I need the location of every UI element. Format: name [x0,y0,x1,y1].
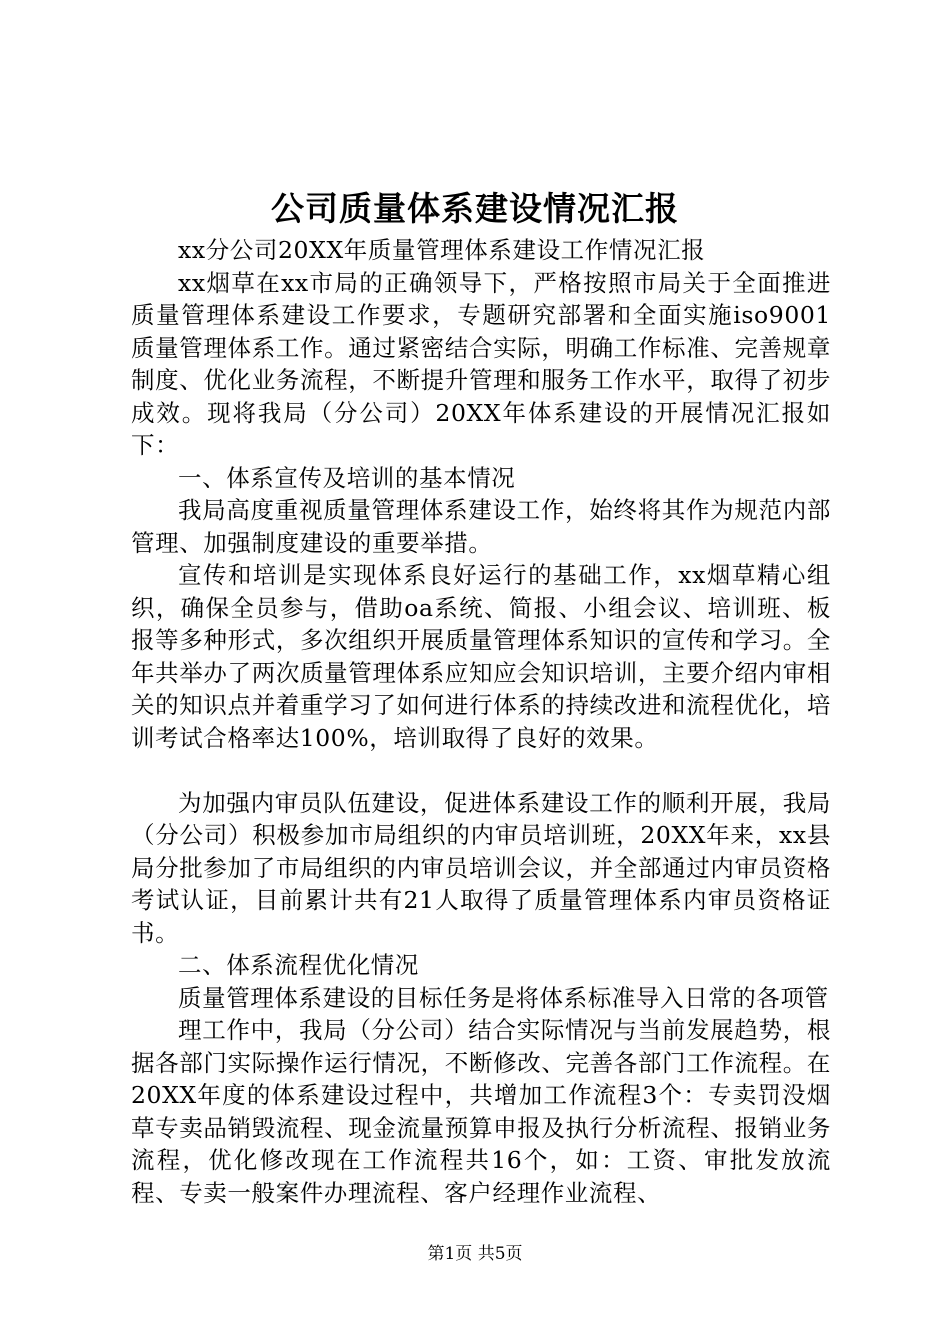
report-subtitle: xx分公司20XX年质量管理体系建设工作情况汇报 [178,236,706,264]
body-paragraph: 理工作中，我局（分公司）结合实际情况与当前发展趋势，根据各部门实际操作运行情况，不断修改、完善各部门工作流程。在20XX年度的体系建设过程中，共增加工作流程3个：专卖罚没烟草专卖品销毁流程、现金流量预算申报及执行分析流程、报销业务流程，优化修改现在工作流程共16个，如：工资、审批发放流程、专卖一般案件办理流程、客户经理作业流程、 [131,1016,831,1207]
intro-paragraph: xx烟草在xx市局的正确领导下，严格按照市局关于全面推进质量管理体系建设工作要求，专题研究部署和全面实施iso9001质量管理体系工作。通过紧密结合实际，明确工作标准、完善规章制度、优化业务流程，不断提升管理和服务工作水平，取得了初步成效。现将我局（分公司）20XX年体系建设的开展情况汇报如下： [131,268,831,459]
body-paragraph: 为加强内审员队伍建设，促进体系建设工作的顺利开展，我局（分公司）积极参加市局组织的内审员培训班，20XX年来，xx县局分批参加了市局组织的内审员培训会议，并全部通过内审员资格考试认证，目前累计共有21人取得了质量管理体系内审员资格证书。 [131,788,831,947]
page-number: 第1页 共5页 [427,1244,523,1264]
document-body [131,234,831,1209]
body-paragraph: 我局高度重视质量管理体系建设工作，始终将其作为规范内部管理、加强制度建设的重要举措。 [131,496,831,557]
body-paragraph: 宣传和培训是实现体系良好运行的基础工作，xx烟草精心组织，确保全员参与，借助oa系统、简报、小组会议、培训班、板报等多种形式，多次组织开展质量管理体系知识的宣传和学习。全年共举办了两次质量管理体系应知应会知识培训，主要介绍内审相关的知识点并着重学习了如何进行体系的持续改进和流程优化，培训考试合格率达100%，培训取得了良好的效果。 [131,561,831,752]
section-heading-1: 一、体系宣传及培训的基本情况 [178,463,516,492]
section-heading-2: 二、体系流程优化情况 [178,951,419,979]
paragraph-spacer [131,754,831,787]
body-paragraph: 质量管理体系建设的目标任务是将体系标准导入日常的各项管 [178,983,829,1012]
document-title: 公司质量体系建设情况汇报 [271,189,679,228]
